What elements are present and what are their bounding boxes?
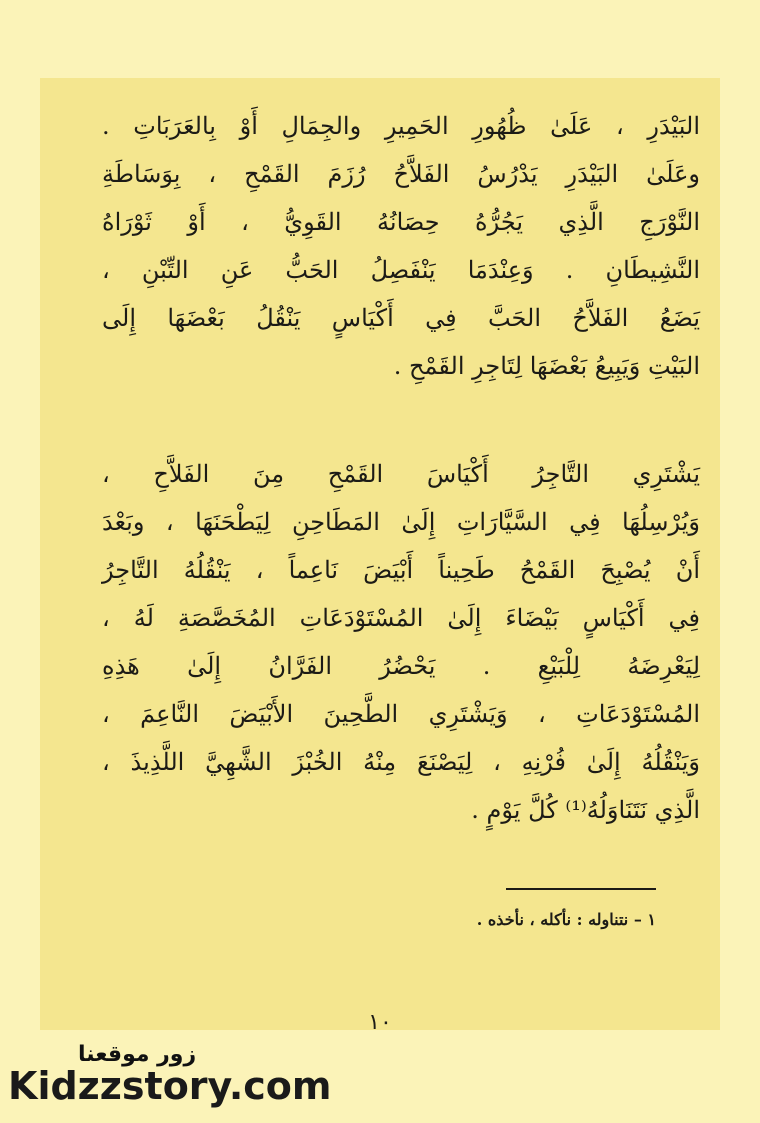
- paragraph-1: [102, 102, 700, 390]
- paragraph-2: [102, 450, 700, 834]
- paragraph-2-line: أَنْ يُصْبِحَ القَمْحُ طَحِيناً أَبْيَضَ نَاعِماً ، يَنْقُلُهُ التَّاجِرُ: [102, 556, 700, 584]
- paragraph-2-line: فِي أَكْيَاسٍ بَيْضَاءَ إِلَىٰ المُسْتَوْدَعَاتِ المُخَصَّصَةِ لَهُ ،: [102, 604, 700, 632]
- footnote-divider: [506, 888, 656, 890]
- paragraph-2-line: يَشْتَرِي التَّاجِرُ أَكْيَاسَ القَمْحِ مِنَ الفَلاَّحِ ،: [102, 460, 700, 488]
- paragraph-2-line: وَيُرْسِلُهَا فِي السَّيَّارَاتِ إِلَىٰ المَطَاحِنِ لِيَطْحَنَهَا ، وبَعْدَ: [102, 508, 700, 536]
- paragraph-1-line: النَّوْرَجِ الَّذِي يَجُرُّهُ حِصَانُهُ القَوِيُّ ، أَوْ ثَوْرَاهُ: [102, 208, 700, 236]
- watermark-site-link[interactable]: Kidzzstory.com: [8, 1064, 332, 1108]
- page-number: ١٠: [368, 1010, 392, 1035]
- paragraph-1-line: البَيْتِ وَيَبِيعُ بَعْضَهَا لِتَاجِرِ القَمْحِ .: [393, 352, 700, 380]
- paragraph-2-line: الَّذِي نَتَنَاوَلُهُ⁽¹⁾ كُلَّ يَوْمٍ .: [471, 796, 700, 824]
- paragraph-2-line: لِيَعْرِضَهُ لِلْبَيْعِ . يَحْضُرُ الفَرَّانُ إِلَىٰ هَذِهِ: [102, 652, 700, 680]
- footnote: ١ – نتناوله : نأكله ، نأخذه .: [476, 910, 656, 929]
- watermark-arabic: زور موقعنا: [78, 1042, 197, 1067]
- paragraph-2-line: المُسْتَوْدَعَاتِ ، وَيَشْتَرِي الطَّحِينَ الأَبْيَضَ النَّاعِمَ ،: [102, 700, 700, 728]
- paragraph-1-line: وعَلَىٰ البَيْدَرِ يَدْرُسُ الفَلاَّحُ رُزَمَ القَمْحِ ، بِوَسَاطَةِ: [102, 160, 700, 188]
- paragraph-1-line: البَيْدَرِ ، عَلَىٰ ظُهُورِ الحَمِيرِ والجِمَالِ أَوْ بِالعَرَبَاتِ .: [102, 112, 700, 140]
- paragraph-2-line: وَيَنْقُلُهُ إِلَىٰ فُرْنِهِ ، لِيَصْنَعَ مِنْهُ الخُبْزَ الشَّهِيَّ اللَّذِيذَ ،: [102, 748, 700, 776]
- paragraph-1-line: النَّشِيطَانِ . وَعِنْدَمَا يَنْفَصِلُ الحَبُّ عَنِ التِّبْنِ ،: [102, 256, 700, 284]
- paragraph-1-line: يَضَعُ الفَلاَّحُ الحَبَّ فِي أَكْيَاسٍ يَنْقُلُ بَعْضَهَا إِلَى: [102, 304, 700, 332]
